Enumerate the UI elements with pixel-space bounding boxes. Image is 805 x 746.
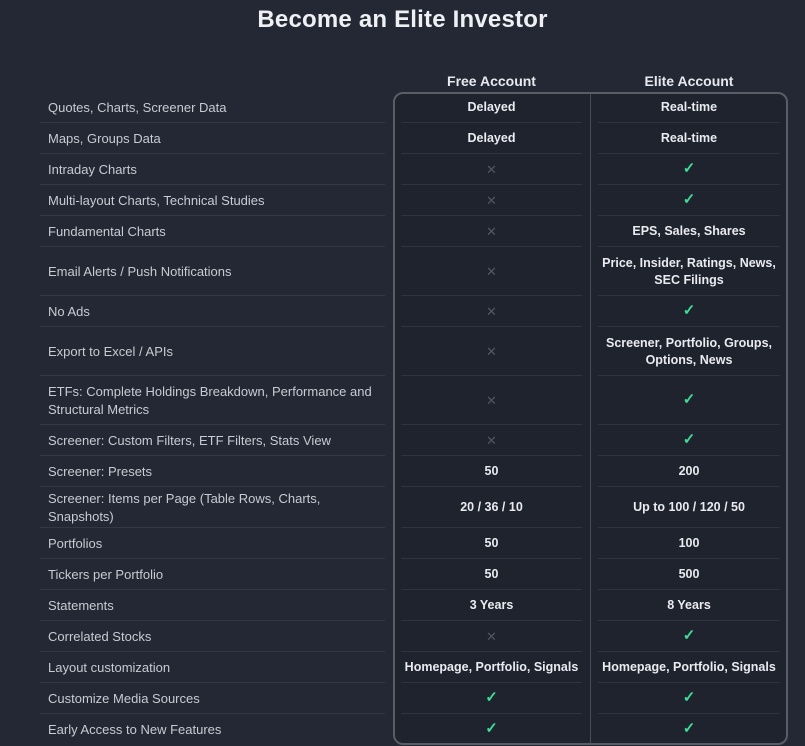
- elite-value: 100: [678, 536, 700, 551]
- elite-value-cell: [590, 216, 788, 247]
- free-value-cell: [393, 683, 590, 714]
- table-row: [40, 456, 788, 487]
- feature-label: Quotes, Charts, Screener Data: [40, 92, 393, 123]
- feature-label: Screener: Items per Page (Table Rows, Charts, Snapshots): [40, 487, 393, 528]
- column-headers: [40, 73, 788, 92]
- feature-label: Tickers per Portfolio: [40, 559, 393, 590]
- cross-icon: ✕: [486, 432, 497, 448]
- check-icon: ✓: [682, 302, 696, 320]
- free-value: 50: [484, 567, 499, 582]
- free-value-cell: [393, 296, 590, 327]
- free-value-cell: [393, 590, 590, 621]
- elite-value: 500: [678, 567, 700, 582]
- free-value-cell: [393, 247, 590, 296]
- elite-value-cell: [590, 123, 788, 154]
- table-row: [40, 327, 788, 376]
- feature-label: Correlated Stocks: [40, 621, 393, 652]
- feature-label: Statements: [40, 590, 393, 621]
- elite-value-cell: [590, 247, 788, 296]
- comparison-table: [40, 92, 788, 745]
- free-value-cell: [393, 376, 590, 425]
- free-value: 20 / 36 / 10: [460, 500, 523, 515]
- elite-value-cell: [590, 327, 788, 376]
- table-row: [40, 683, 788, 714]
- check-icon: ✓: [682, 720, 696, 738]
- table-rows: [40, 92, 788, 745]
- elite-value-cell: [590, 528, 788, 559]
- table-row: [40, 425, 788, 456]
- free-value-cell: [393, 559, 590, 590]
- table-row: [40, 123, 788, 154]
- elite-value-cell: [590, 425, 788, 456]
- feature-label: No Ads: [40, 296, 393, 327]
- elite-value: Real-time: [660, 100, 718, 115]
- free-value-cell: [393, 621, 590, 652]
- elite-value-cell: [590, 559, 788, 590]
- elite-value-cell: [590, 92, 788, 123]
- feature-label: Multi-layout Charts, Technical Studies: [40, 185, 393, 216]
- elite-value: Price, Insider, Ratings, News, SEC Filings: [602, 255, 776, 287]
- table-row: [40, 487, 788, 528]
- table-row: [40, 652, 788, 683]
- cross-icon: ✕: [486, 392, 497, 408]
- free-value-cell: [393, 123, 590, 154]
- free-value: 50: [484, 464, 499, 479]
- free-value: Delayed: [467, 100, 516, 115]
- feature-label: Email Alerts / Push Notifications: [40, 247, 393, 296]
- elite-value: EPS, Sales, Shares: [632, 224, 746, 239]
- check-icon: ✓: [682, 160, 696, 178]
- table-row: [40, 621, 788, 652]
- feature-label: Early Access to New Features: [48, 721, 222, 737]
- table-row: [40, 714, 788, 745]
- feature-label: Portfolios: [40, 528, 393, 559]
- table-row: [40, 92, 788, 123]
- feature-label: Export to Excel / APIs: [40, 327, 393, 376]
- feature-label: ETFs: Complete Holdings Breakdown, Performance and Structural Metrics: [40, 376, 393, 425]
- elite-value: Homepage, Portfolio, Signals: [602, 660, 776, 675]
- check-icon: ✓: [682, 689, 696, 707]
- elite-value-cell: [590, 487, 788, 528]
- page-title: Become an Elite Investor: [257, 6, 548, 33]
- elite-value-cell: [590, 683, 788, 714]
- elite-value-cell: [590, 652, 788, 683]
- cross-icon: ✕: [486, 263, 497, 279]
- elite-value-cell: [590, 185, 788, 216]
- column-header-elite: Elite Account: [644, 73, 734, 89]
- check-icon: ✓: [682, 191, 696, 209]
- feature-label: Intraday Charts: [40, 154, 393, 185]
- free-value-cell: [393, 92, 590, 123]
- free-value-cell: [393, 216, 590, 247]
- feature-label: Layout customization: [40, 652, 393, 683]
- free-value: Homepage, Portfolio, Signals: [404, 660, 579, 675]
- cross-icon: ✕: [486, 303, 497, 319]
- table-row: [40, 216, 788, 247]
- free-value: 3 Years: [469, 598, 514, 613]
- elite-value: Screener, Portfolio, Groups, Options, News: [605, 335, 772, 367]
- check-icon: ✓: [682, 391, 696, 409]
- free-value-cell: [393, 714, 590, 745]
- check-icon: ✓: [485, 689, 498, 707]
- check-icon: ✓: [682, 431, 696, 449]
- free-value-cell: [393, 185, 590, 216]
- cross-icon: ✕: [486, 223, 497, 239]
- free-value-cell: [393, 154, 590, 185]
- free-value-cell: [393, 652, 590, 683]
- table-row: [40, 590, 788, 621]
- free-value-cell: [393, 456, 590, 487]
- elite-value: 200: [678, 464, 700, 479]
- free-value-cell: [393, 425, 590, 456]
- feature-label: Maps, Groups Data: [40, 123, 393, 154]
- table-row: [40, 296, 788, 327]
- cross-icon: ✕: [486, 161, 497, 177]
- free-value-cell: [393, 327, 590, 376]
- elite-value-cell: [590, 154, 788, 185]
- free-value-cell: [393, 487, 590, 528]
- table-row: [40, 376, 788, 425]
- feature-label: Fundamental Charts: [40, 216, 393, 247]
- cross-icon: ✕: [486, 192, 497, 208]
- free-value: Delayed: [467, 131, 516, 146]
- feature-label: Screener: Custom Filters, ETF Filters, Stats View: [40, 425, 393, 456]
- free-value: 50: [484, 536, 499, 551]
- table-row: [40, 154, 788, 185]
- elite-value-cell: [590, 590, 788, 621]
- table-row: [40, 528, 788, 559]
- column-header-free: Free Account: [447, 73, 536, 89]
- cross-icon: ✕: [486, 343, 497, 359]
- column-divider: [590, 94, 591, 743]
- elite-value: Up to 100 / 120 / 50: [633, 500, 745, 515]
- cross-icon: ✕: [486, 628, 497, 644]
- feature-label: Customize Media Sources: [40, 683, 393, 714]
- elite-value-cell: [590, 621, 788, 652]
- elite-value-cell: [590, 296, 788, 327]
- elite-value-cell: [590, 376, 788, 425]
- header-spacer: [40, 73, 393, 92]
- table-row: [40, 185, 788, 216]
- check-icon: ✓: [682, 627, 696, 645]
- elite-value-cell: [590, 456, 788, 487]
- elite-value-cell: [590, 714, 788, 745]
- table-row: [40, 247, 788, 296]
- elite-value: Real-time: [660, 131, 718, 146]
- free-value-cell: [393, 528, 590, 559]
- table-row: [40, 559, 788, 590]
- check-icon: ✓: [485, 720, 498, 738]
- feature-label: Screener: Presets: [40, 456, 393, 487]
- elite-value: 8 Years: [667, 598, 711, 613]
